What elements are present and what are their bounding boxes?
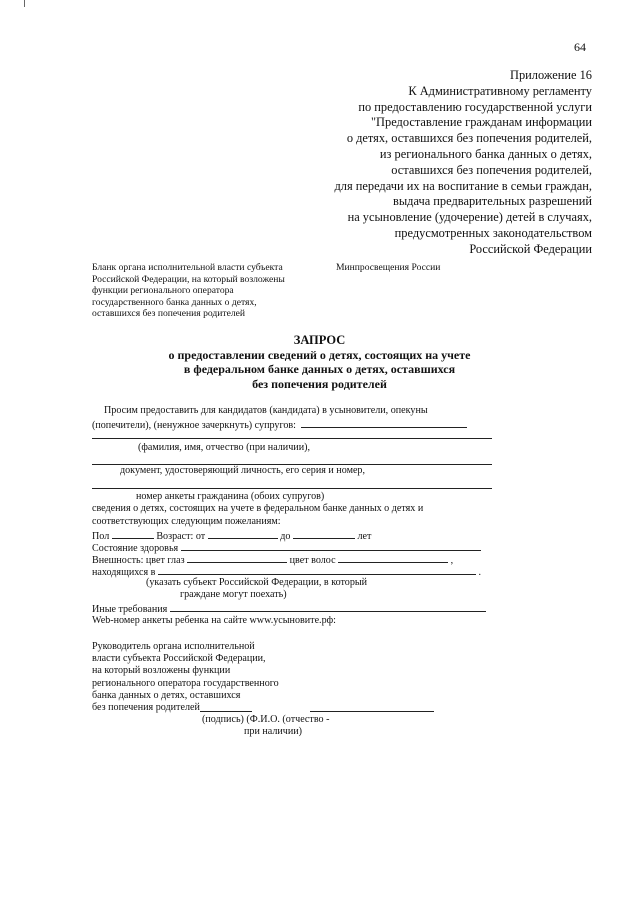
title-line: без попечения родителей [252, 376, 387, 391]
signature-block [92, 641, 279, 714]
ministry-addressee: Минпросвещения России [336, 262, 441, 273]
appendix-line: К Административному регламенту [408, 83, 592, 98]
blank-note-line: государственного банка данных о детях, [92, 296, 257, 308]
anketa-caption: номер анкеты гражданина (обоих супругов) [136, 491, 325, 502]
appendix-line: выдача предварительных разрешений [392, 194, 592, 209]
signature-line: на который возложены функции [92, 665, 231, 677]
appendix-line: из регионального банка данных о детях, [379, 146, 592, 161]
signature-line: регионального оператора государственного [92, 677, 279, 689]
region-field[interactable] [158, 565, 476, 575]
located-label: находящихся в [92, 567, 156, 578]
spouses-field[interactable] [301, 418, 467, 428]
title-main: ЗАПРОС [293, 333, 346, 347]
document-title [0, 333, 639, 391]
title-line: в федеральном банке данных о детях, оставшихся [183, 362, 456, 377]
appendix-line: предусмотренных законодательством [394, 225, 592, 240]
health-field[interactable] [181, 541, 481, 551]
other-field[interactable] [170, 602, 486, 612]
title-line: о предоставлении сведений о детях, состоящих на учете [168, 347, 471, 362]
age-to-field[interactable] [293, 529, 355, 539]
age-unit: лет [357, 531, 372, 542]
info-line-1: сведения о детях, состоящих на учете в федеральном банке данных о детях и [92, 503, 424, 514]
request-line-1: Просим предоставить для кандидатов (кандидата) в усыновители, опекуны [104, 405, 428, 416]
fio-field[interactable] [310, 711, 434, 712]
name-caption: (фамилия, имя, отчество (при наличии), [138, 442, 310, 453]
other-label: Иные требования [92, 604, 168, 615]
signature-caption-1: (подпись) (Ф.И.О. (отчество - [202, 714, 330, 725]
hair-color-field[interactable] [338, 553, 448, 563]
signature-line: Руководитель органа исполнительной [92, 641, 255, 652]
appendix-line: Российской Федерации [469, 241, 592, 256]
appendix-line: по предоставлению государственной услуги [358, 99, 592, 114]
appendix-line: на усыновление (удочерение) детей в случаях, [347, 210, 592, 225]
appendix-line: оставшихся без попечения родителей, [391, 162, 592, 177]
appearance-row: Внешность: цвет глаз цвет волос , [92, 555, 454, 566]
page-number: 64 [574, 40, 586, 54]
sex-field[interactable] [112, 529, 154, 539]
anketa-field-line[interactable] [92, 488, 492, 489]
blank-note-line: Российской Федерации, на который возложены [92, 273, 285, 285]
region-caption-1: (указать субъект Российской Федерации, в который [146, 577, 368, 588]
signature-line: банка данных о детях, оставшихся [92, 689, 241, 701]
name-field-line[interactable] [92, 438, 492, 439]
age-from-field[interactable] [208, 529, 278, 539]
appendix-line: Приложение 16 [510, 68, 592, 82]
eye-color-field[interactable] [187, 553, 287, 563]
document-caption: документ, удостоверяющий личность, его серия и номер, [120, 465, 366, 476]
sex-label: Пол [92, 531, 110, 542]
hair-label: цвет волос [289, 555, 336, 566]
request-line-2 [92, 418, 467, 432]
appendix-line: "Предоставление гражданам информации [371, 115, 592, 130]
appearance-label: Внешность: цвет глаз [92, 555, 185, 566]
located-row: находящихся в . [92, 567, 482, 578]
appendix-line: для передачи их на воспитание в семьи граждан, [334, 178, 592, 193]
age-label: Возраст: от [156, 531, 206, 542]
signature-line: без попечения родителей [92, 702, 200, 714]
info-line-2: соответствующих следующим пожеланиям: [92, 516, 281, 527]
web-number-label: Web-номер анкеты ребенка на сайте www.усыновите.рф: [92, 615, 336, 626]
appendix-header [334, 68, 592, 258]
blank-note-line: оставшихся без попечения родителей [92, 308, 246, 320]
scan-mark [24, 0, 25, 7]
blank-note [92, 262, 285, 320]
signature-line: власти субъекта Российской Федерации, [92, 653, 266, 665]
request-line-2-text: (попечители), (ненужное зачеркнуть) супругов: [92, 420, 296, 431]
blank-note-line: функции регионального оператора [92, 285, 234, 297]
appendix-line: о детях, оставшихся без попечения родителей, [346, 131, 592, 146]
region-caption-2: граждане могут поехать) [180, 589, 287, 600]
other-row [92, 602, 486, 616]
health-label: Состояние здоровья [92, 543, 179, 554]
blank-note-line: Бланк органа исполнительной власти субъекта [92, 262, 283, 273]
signature-field[interactable] [200, 711, 252, 712]
age-to-label: до [280, 531, 291, 542]
signature-caption-2: при наличии) [244, 726, 303, 737]
